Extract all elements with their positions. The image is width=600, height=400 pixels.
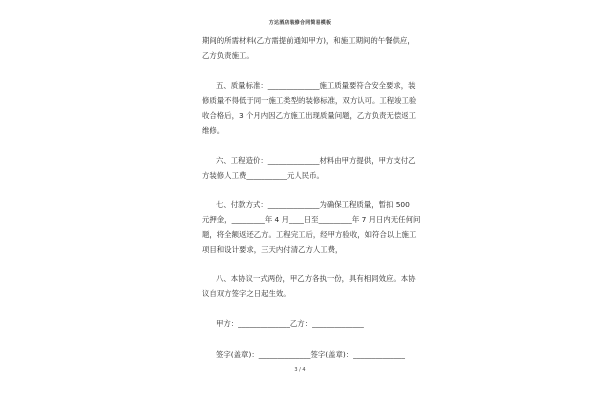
seal-signature-row: 签字(盖章)：______________签字(盖章)：______________	[216, 350, 405, 359]
section-6-heading-line: 六、工程造价：______________材料由甲方提供，甲方支付乙	[216, 156, 416, 165]
paragraph-line: 元押金，_________年 4 月____日至_________年 7 月日内无任何问	[202, 215, 421, 224]
party-signature-row: 甲方：______________乙方：______________	[216, 319, 364, 328]
paragraph-line: 项目和设计要求，三天内付清乙方人工费，	[202, 245, 343, 254]
paragraph-line: 修质量不得低于同一施工类型的装修标准，双方认可。工程竣工验	[202, 96, 417, 105]
paragraph-line: 议自双方签字之日起生效。	[202, 289, 291, 298]
paragraph-line: 维修。	[202, 126, 225, 135]
paragraph-line: 方装修人工费___________元人民币。	[202, 171, 324, 180]
section-8-heading-line: 八、本协议一式两份，甲乙方各执一份，具有相同效应。本协	[216, 274, 416, 283]
page-number: 3 / 4	[294, 367, 306, 373]
paragraph-line: 题，将全额返还乙方。工程完工后，经甲方验收，如符合以上施工	[202, 230, 417, 239]
document-title: 方达酒店装修合同简易模板	[268, 20, 332, 26]
paragraph-line: 收合格后，3 个月内因乙方施工出现质量问题，乙方负责无偿返工	[202, 111, 416, 120]
paragraph-line: 乙方负责施工。	[202, 51, 254, 60]
section-5-heading-line: 五、质量标准：______________施工质量要符合安全要求，装	[216, 81, 416, 90]
paragraph-line: 期间的所需材料(乙方需提前通知甲方)，和施工期间的午餐供应，	[202, 36, 415, 45]
section-7-heading-line: 七、付款方式：______________为确保工程质量，暂扣 500	[216, 200, 410, 209]
